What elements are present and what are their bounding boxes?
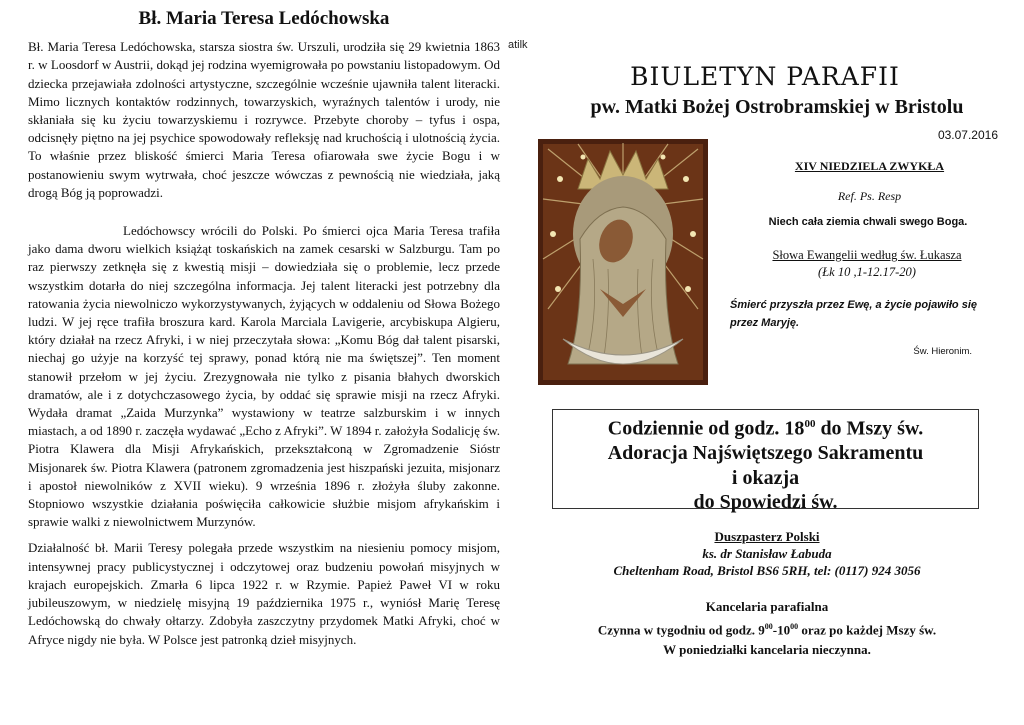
bulletin-date: 03.07.2016 [937,128,998,142]
bulletin-subtitle: pw. Matki Bożej Ostrobramskiej w Bristolu [590,96,964,118]
office-hours: Czynna w tygodniu od godz. $9^{00}-10^{00}$ oraz po każdej Mszy św. [597,622,937,638]
psalm-response: Niech cała ziemia chwali swego Boga. [768,216,968,228]
article-title: Bł. Maria Teresa Ledóchowska [138,8,390,29]
office-info [552,597,982,660]
office-closed-note: W poniedziałki kancelaria nieczynna. [663,642,871,658]
schedule-box [552,409,979,514]
madonna-icon-image [538,139,708,385]
article [28,10,500,649]
quote-text: Śmierć przyszła przez Ewę, a życie pojawiło się przez Maryję. [730,299,977,329]
article-paragraph-1: Bł. Maria Teresa Ledóchowska, starsza siostra św. Urszuli, urodziła się 29 kwietnia 1863 r. w Loosdorf w Austrii, dokąd jej rodzina wyemigrowała po powstaniu listopadowym. Od dziecka przejawiała zdolności artystyczne, szczególnie wcześnie ujawniła talent literacki. Mimo licznych kontaktów rodzinnych, towarzyskich, wyraźnych talentów i urody, nie skłaniała się ku życiu towarzyskiemu i rozrywce. Przebyte choroby – tyfus i ospa, odcisnęły piętno na jej psychice spowodowały refleksję nad kruchością i ulotnością życia. To właśnie przez bliskość śmierci Maria Teresa ofiarowała swe życie Bogu i w postanowieniu swym wytrwała, choć jeszcze wówczas z pewnością nie wiedziała, jaką drogą Bóg ją poprowadzi. [28,39,500,200]
schedule-line-1: Codziennie od godz. $18^{00}$ do Mszy św. [607,417,924,440]
pastor-heading: Duszpasterz Polski [714,529,820,544]
schedule-line-4: do Spowiedzi św. [693,491,838,514]
text-fragment: atilk [508,39,528,51]
article-paragraph-2: Ledóchowscy wrócili do Polski. Po śmierci ojca Maria Teresa trafiła jako dama dworu wielkich książąt toskańskich na zamek cesarski w Salzburgu. Tam po raz pierwszy zetknęła się z kwestią misji – dowiedziała się o problemie, lecz przede wszystkim dotarła do niej szczególna informacja. Jej talent literacki jest potrzebny dla ratowania życia niewolniczo wykorzystywanych, żyjących w oddaleniu od Słowa Bożego ludzi. W jej ręce trafiła broszura kard. Karola Marciala Lavigerie, arcybiskupa Algieru, który działał na rzecz Afryki, i w niej przeczytała słowa: „Komu Bóg dał talent pisarski, niechaj go użyje na korzyść tej sprawy, ponad którą nie ma świętszej”. Ten moment stanowił przełom w jej życiu. Zrezygnowała nie tylko z pisania błahych dworskich dramatów, ale i z dotychczasowego życia, by oddać się sprawie misji na rzecz Afryki. Wydała dramat „Zaida Murzynka” wystawiony w teatrze salzburskim i w innych miastach, a od 1890 r. zaczęła wydawać „Echo z Afryki”. W 1894 r. założyła Sodalicję św. Piotra Klawera dla Misji Afrykańskich, przekształconą w Zgromadzenie Sióstr Misjonarek św. Piotra Klawera (patronem zgromadzenia jest hiszpański jezuita, misjonarz i apostoł niewolników z XVII wieku). 9 września 1896 r. złożyła śluby zakonne. Stopniowo wszystkie działania poświęciła całkowicie służbie misjom afrykańskim i sprawie walki z niewolnictwem Murzynów. [28,223,500,530]
pastor-address: Cheltenham Road, Bristol BS6 5RH, tel: (0117) 924 3056 [613,563,921,578]
article-paragraph-3: Działalność bł. Marii Teresy polegała przede wszystkim na niesieniu pomocy misjom, intensywnej pracy publicystycznej i odczytowej oraz budzeniu powołań misyjnych w krajach europejskich. Zmarła 6 lipca 1922 r. w Rzymie. Papież Paweł VI w roku jubileuszowym, w niedzielę misyjną 19 października 1975 r., wyniósł Marię Teresę Ledóchowską do chwały ołtarzy. Zdobyła zaszczytny przydomek Matki Afryki, choć w Afryce nigdy nie była. W Polsce jest patronką dzieł misyjnych. [28,540,500,647]
office-heading: Kancelaria parafialna [705,599,829,614]
gospel-reference: (Łk 10 ,1-12.17-20) [818,265,916,279]
bulletin-title: BIULETYN PARAFII [630,62,900,91]
gospel-heading: Słowa Ewangelii według św. Łukasza [772,248,962,262]
quote-author: Św. Hieronim. [913,346,972,357]
schedule-line-2: Adoracja Najświętszego Sakramentu [607,442,924,465]
pastor-name: ks. dr Stanisław Łabuda [702,546,832,561]
pastor-info [552,528,982,579]
sunday-heading: XIV NIEDZIELA ZWYKŁA [794,159,945,173]
schedule-line-3: i okazja [731,466,800,489]
psalm-reference: Ref. Ps. Resp [837,189,902,203]
